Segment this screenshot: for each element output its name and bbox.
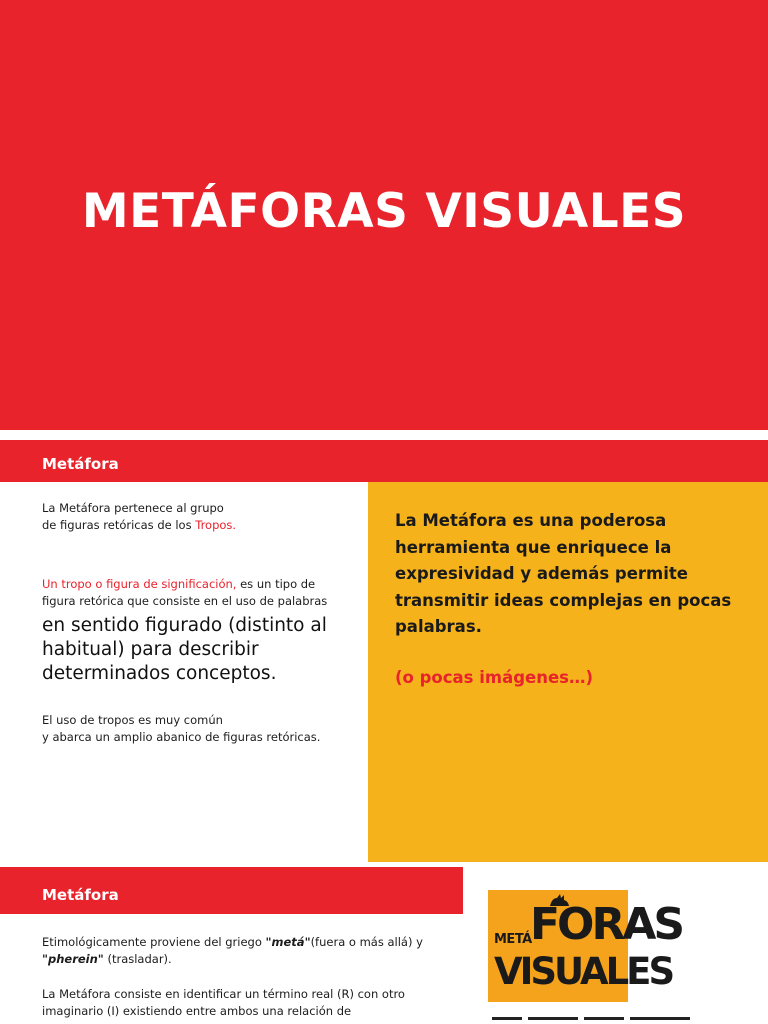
logo-foras-text: FORAS xyxy=(530,899,683,950)
section-label-1: Metáfora xyxy=(42,455,119,473)
tropo-highlight: Un tropo o figura de significación, xyxy=(42,577,237,591)
pherein-term: "pherein" xyxy=(42,952,104,966)
section-header-2 xyxy=(0,867,463,914)
tropo-def-line-1: es un tipo de xyxy=(236,577,316,591)
meta-term: "metá" xyxy=(265,935,311,949)
intro-paragraph xyxy=(42,500,362,534)
tropes-usage-paragraph xyxy=(42,712,362,746)
tropo-def-line-2: figura retórica que consiste en el uso de palabras xyxy=(42,594,328,608)
etymology-text-b: (fuera o más allá) y xyxy=(310,935,423,949)
usage-line-1: El uso de tropos es muy común xyxy=(42,713,223,727)
metaforas-visuales-logo xyxy=(488,890,683,1002)
etymology-text-c: (trasladar). xyxy=(103,952,172,966)
intro-line-1: La Metáfora pertenece al grupo xyxy=(42,501,224,515)
etymology-paragraph xyxy=(42,934,432,968)
etymology-text-a: Etimológicamente proviene del griego xyxy=(42,935,266,949)
usage-line-2: y abarca un amplio abanico de figuras retóricas. xyxy=(42,730,321,744)
callout-quote: La Metáfora es una poderosa herramienta que enriquece la expresividad y además permite transmitir ideas complejas en pocas palabras. xyxy=(395,511,732,636)
logo-meta-text: METÁ xyxy=(494,932,532,947)
metaphor-definition-paragraph: La Metáfora consiste en identificar un término real (R) con otro imaginario (I) existiendo entre ambos una relación de xyxy=(42,987,405,1018)
tropo-definition xyxy=(42,576,372,610)
tropos-highlight: Tropos. xyxy=(195,518,237,532)
divider xyxy=(0,430,768,440)
figurative-sense-text: en sentido figurado (distinto al habitual) para describir determinados conceptos. xyxy=(42,615,327,684)
intro-line-2: de figuras retóricas de los xyxy=(42,518,196,532)
page-title: METÁFORAS VISUALES xyxy=(81,184,687,239)
logo-visuales-text: VISUALES xyxy=(494,950,673,993)
section-header-1 xyxy=(0,440,768,482)
hero-banner xyxy=(0,0,768,430)
section-label-2: Metáfora xyxy=(42,886,119,904)
cutoff-caption xyxy=(492,1017,722,1024)
callout-aside: (o pocas imágenes…) xyxy=(395,668,594,687)
